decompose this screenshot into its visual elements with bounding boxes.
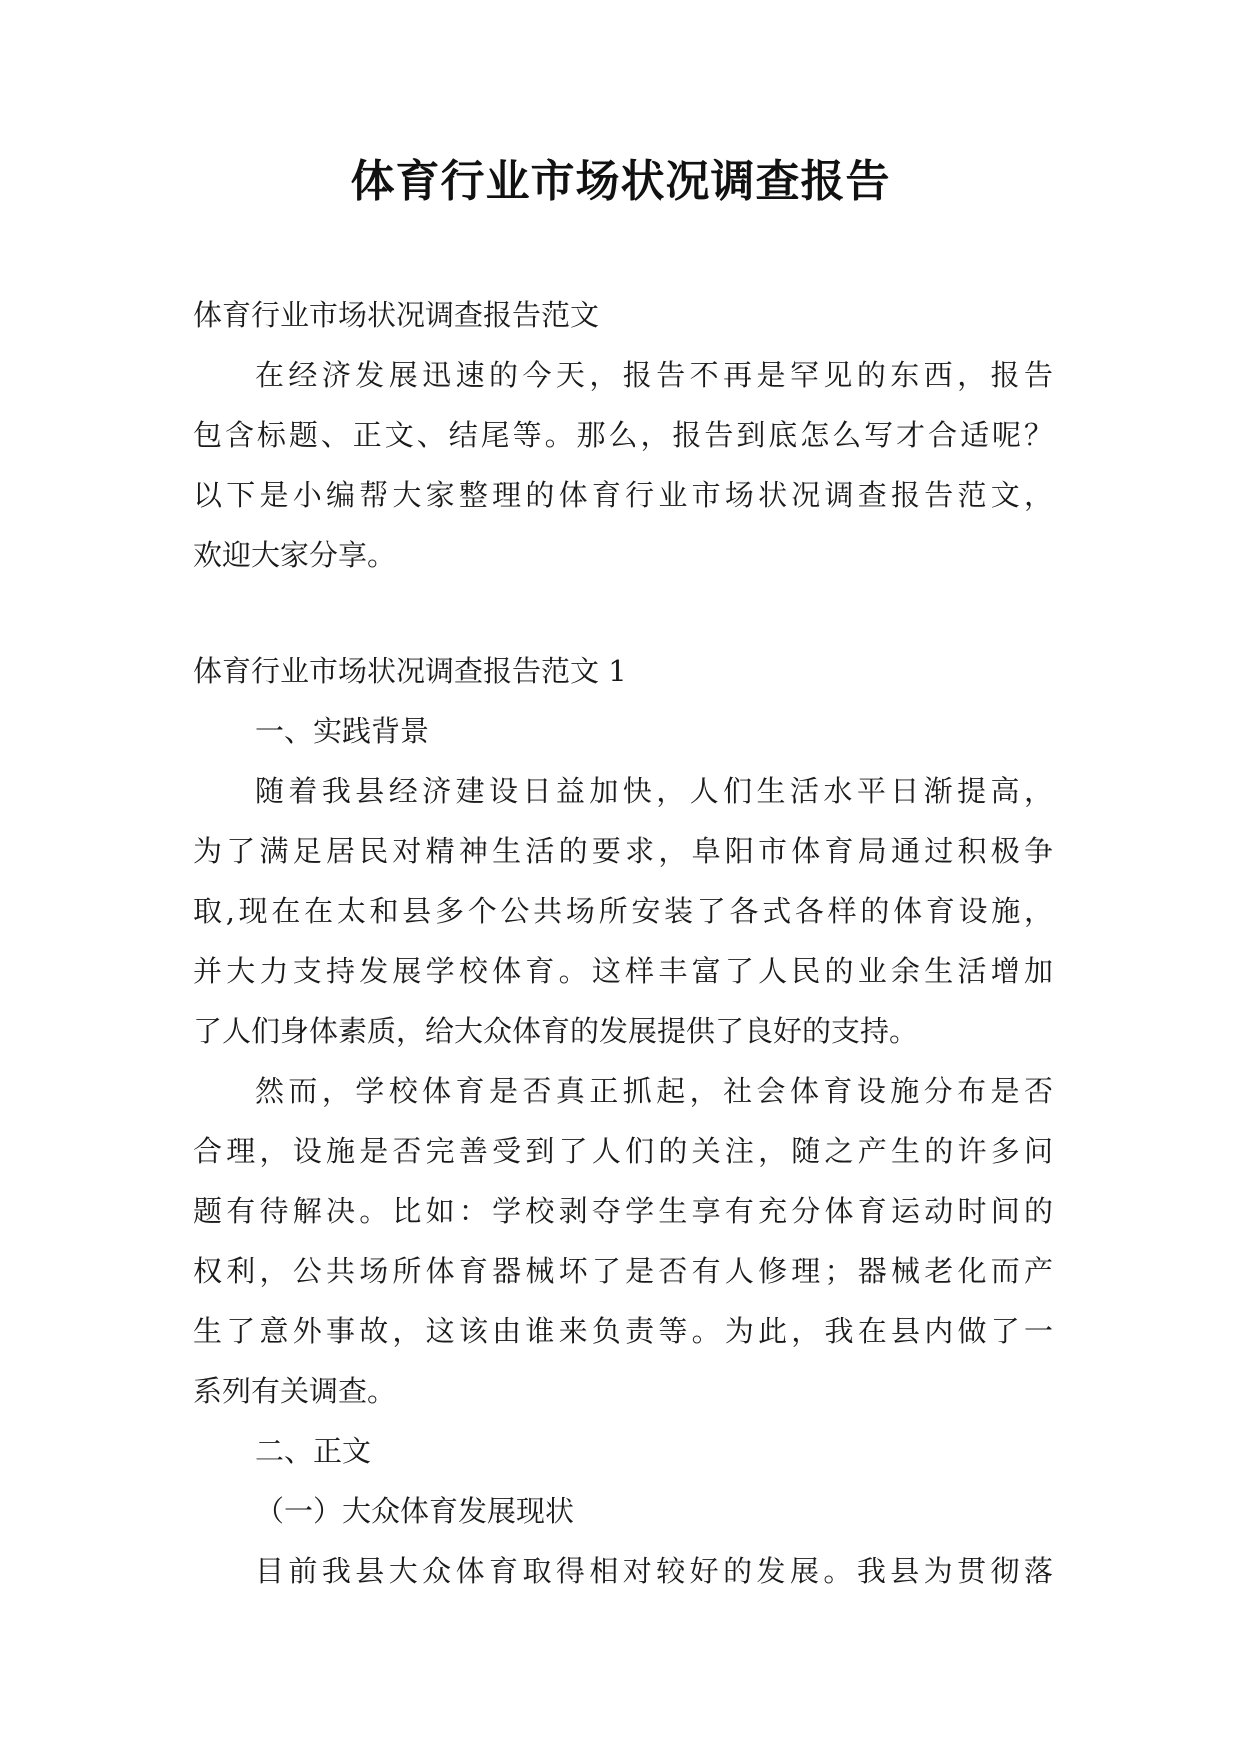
paragraph-line: 系列有关调查。 — [193, 1374, 397, 1408]
section-heading: 体育行业市场状况调查报告范文 1 — [193, 654, 627, 688]
document-title: 体育行业市场状况调查报告 — [350, 156, 891, 207]
paragraph-line: 了人们身体素质，给大众体育的发展提供了良好的支持。 — [193, 1014, 919, 1048]
section-heading: 一、实践背景 — [255, 714, 430, 748]
paragraph-line: 然而，学校体育是否真正抓起，社会体育设施分布是否 — [255, 1074, 1053, 1108]
subsection-heading: （一）大众体育发展现状 — [255, 1494, 575, 1528]
paragraph-line: 随着我县经济建设日益加快，人们生活水平日渐提高， — [255, 774, 1053, 808]
paragraph-line: 为了满足居民对精神生活的要求，阜阳市体育局通过积极争 — [193, 834, 1053, 868]
paragraph-line: 合理，设施是否完善受到了人们的关注，随之产生的许多问 — [193, 1134, 1053, 1168]
document-body — [193, 285, 1053, 1601]
paragraph-line: 生了意外事故，这该由谁来负责等。为此，我在县内做了一 — [193, 1314, 1053, 1348]
paragraph-gap — [193, 585, 1053, 641]
paragraph-line: 权利，公共场所体育器械坏了是否有人修理；器械老化而产 — [193, 1254, 1053, 1288]
paragraph-line: 目前我县大众体育取得相对较好的发展。我县为贯彻落 — [255, 1554, 1053, 1588]
paragraph-line: 取,现在在太和县多个公共场所安装了各式各样的体育设施， — [193, 894, 1053, 928]
paragraph-line: 欢迎大家分享。 — [193, 538, 397, 572]
paragraph-line: 以下是小编帮大家整理的体育行业市场状况调查报告范文， — [193, 478, 1053, 512]
subtitle-line: 体育行业市场状况调查报告范文 — [193, 298, 600, 332]
paragraph-line: 在经济发展迅速的今天，报告不再是罕见的东西，报告 — [255, 358, 1053, 392]
paragraph-line: 包含标题、正文、结尾等。那么，报告到底怎么写才合适呢？ — [193, 418, 1053, 452]
section-heading: 二、正文 — [255, 1434, 372, 1468]
paragraph-line: 并大力支持发展学校体育。这样丰富了人民的业余生活增加 — [193, 954, 1053, 988]
paragraph-line: 题有待解决。比如：学校剥夺学生享有充分体育运动时间的 — [193, 1194, 1053, 1228]
